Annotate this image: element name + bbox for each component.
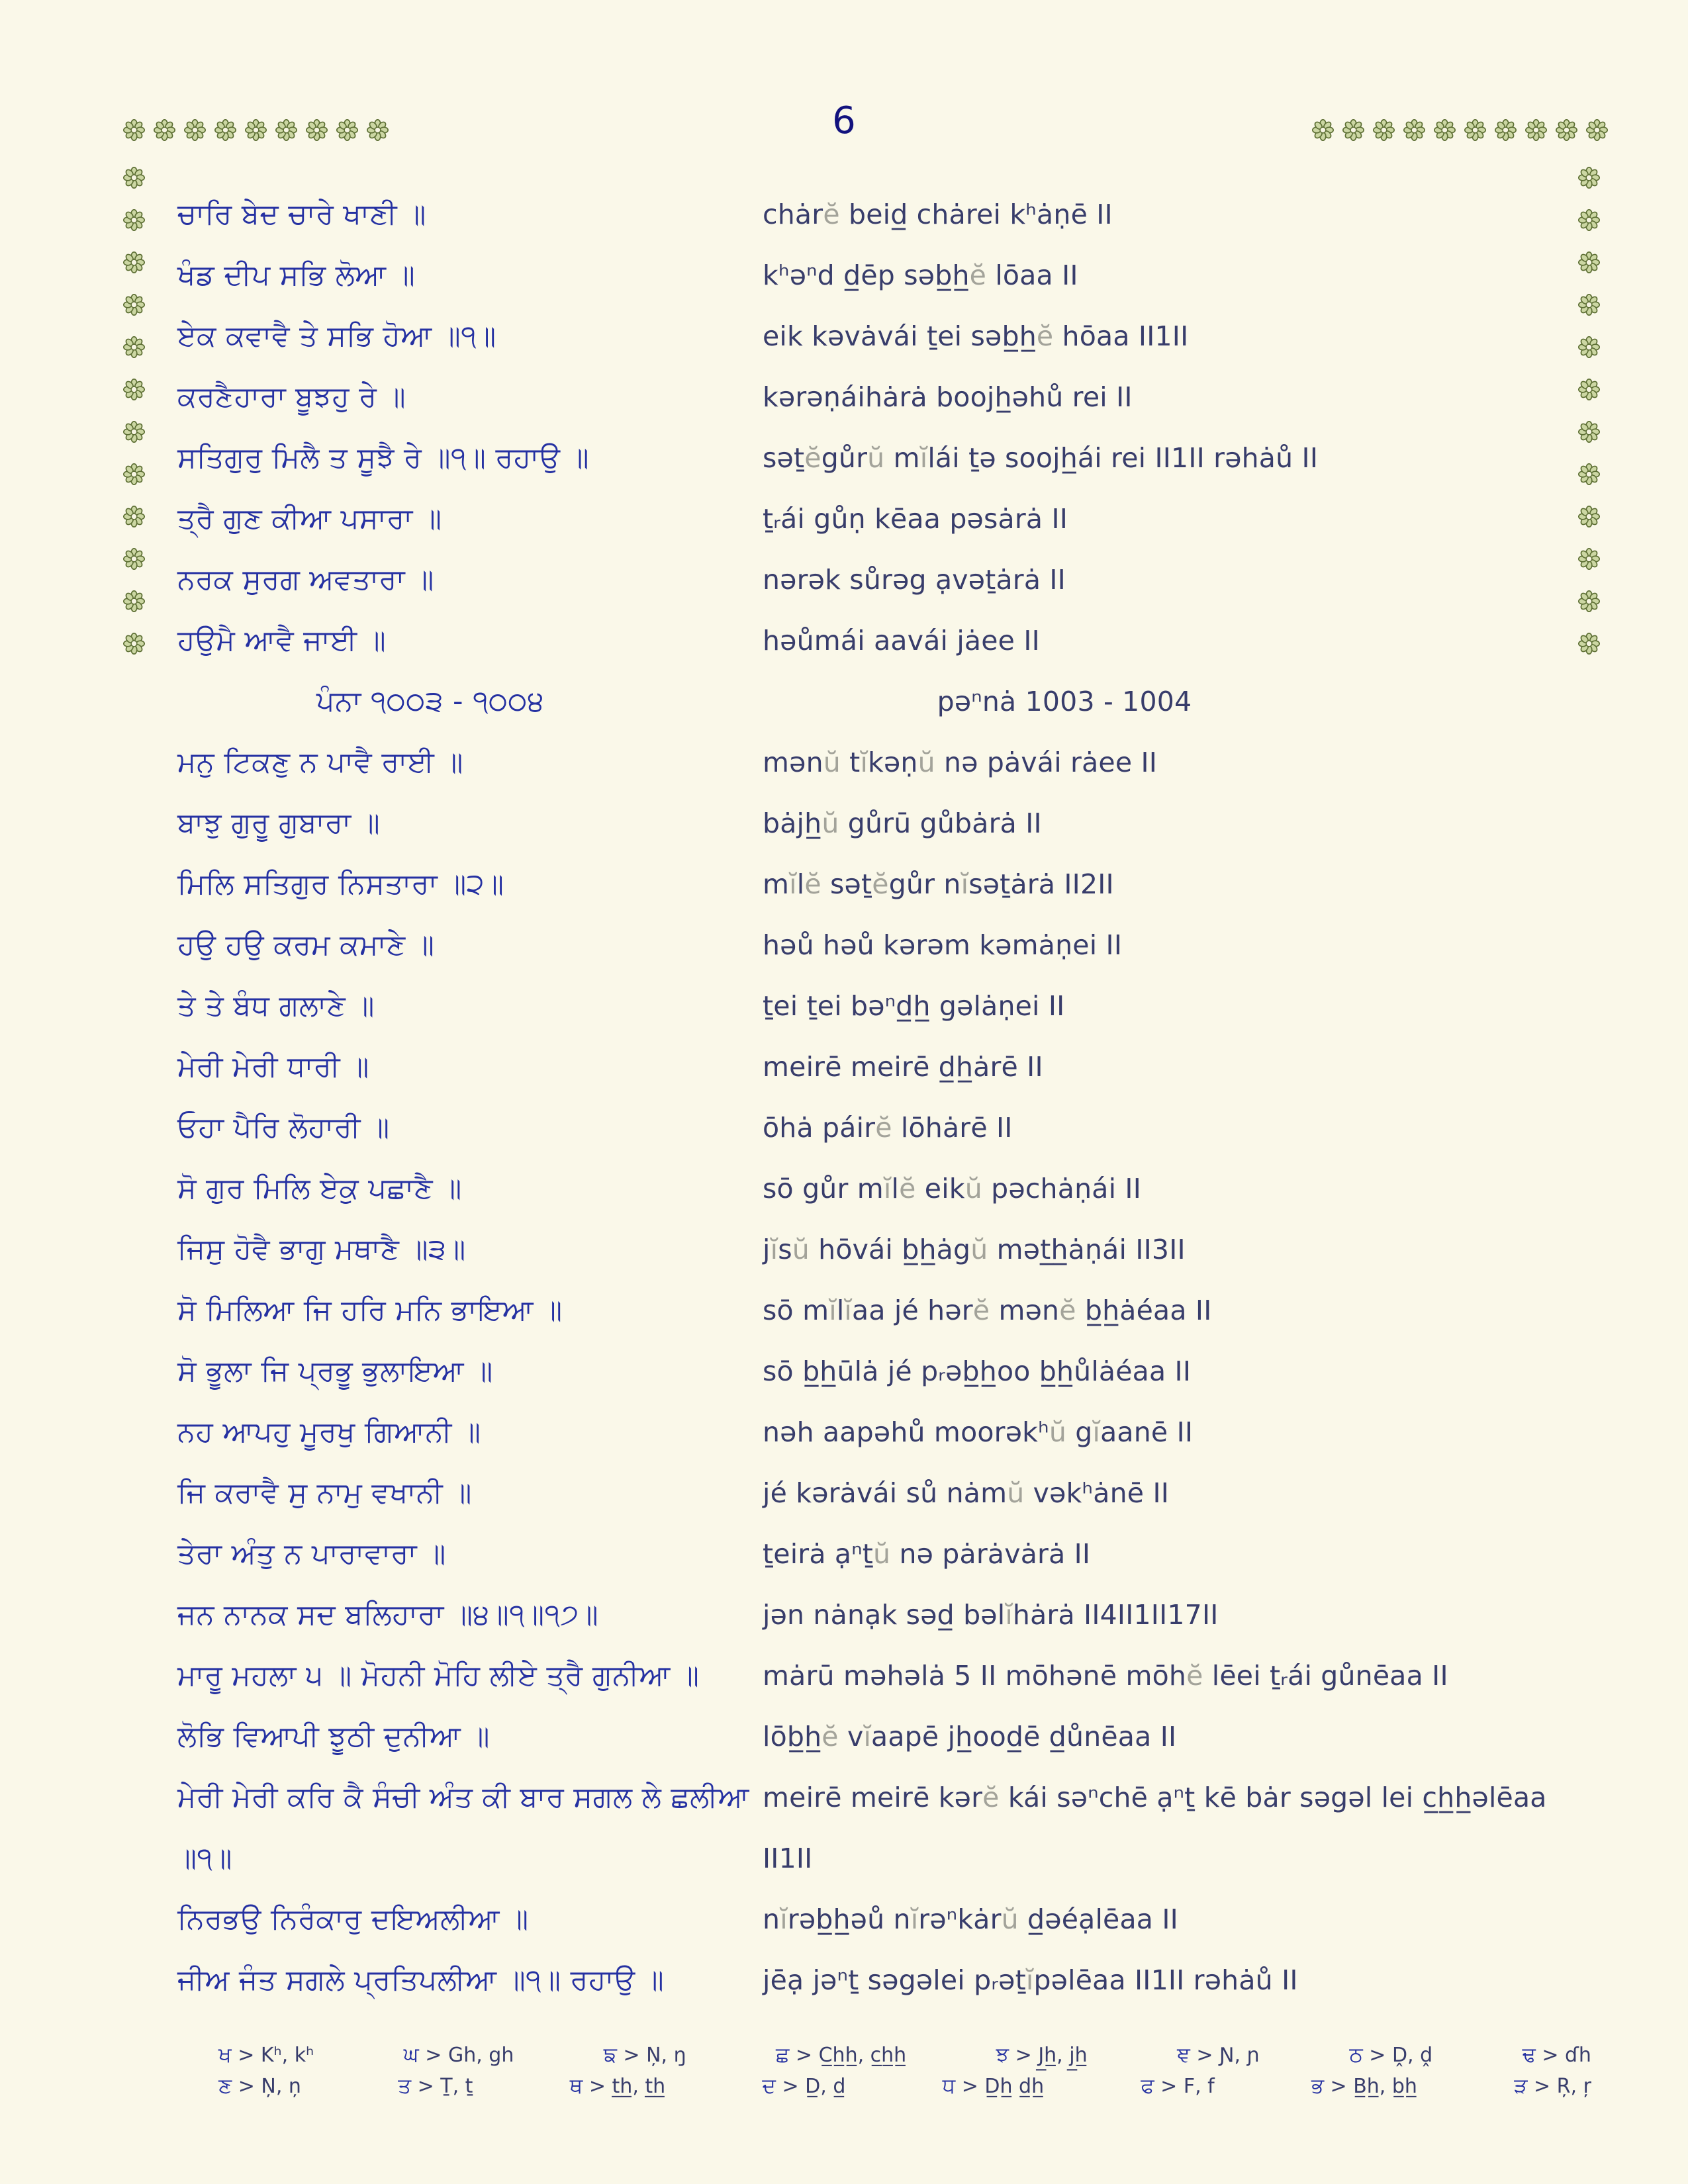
gurmukhi-text: ਸੋ ਗੁਰ ਮਿਲਿ ਏਕੁ ਪਛਾਣੈ ॥ [177, 1172, 462, 1205]
short-vowel: ĕ [1059, 1295, 1076, 1326]
legend-separator: > [1009, 2044, 1039, 2067]
flower-icon [123, 548, 145, 570]
gurmukhi-text: ਜਿਸੁ ਹੋਵੈ ਭਾਗੁ ਮਥਾਣੈ ॥੩॥ [177, 1233, 466, 1266]
verse-row [177, 245, 1591, 306]
flower-icon [123, 119, 145, 141]
flower-icon [123, 251, 145, 273]
short-vowel: ŭ [964, 1173, 982, 1205]
verse-row [177, 1706, 1591, 1767]
short-vowel: ŭ [917, 747, 935, 778]
legend-item [398, 2071, 473, 2102]
flower-border-top-left [123, 119, 389, 141]
short-vowel: ŭ [867, 442, 885, 474]
verse-row [177, 306, 1591, 367]
legend-item [762, 2071, 845, 2102]
flower-icon [1525, 119, 1547, 141]
gurmukhi-text: ਮੇਰੀ ਮੇਰੀ ਕਰਿ ਕੈ ਸੰਚੀ ਅੰਤ ਕੀ ਬਾਰ ਸਗਲ ਲੇ ਛਲੀਆ ॥੧॥ [177, 1781, 749, 1875]
flower-icon [123, 463, 145, 485]
transliteration-text: jé kərȧvái sů nȧmŭ vəkʰȧnē II [763, 1477, 1170, 1509]
short-vowel: ŭ [1001, 1903, 1019, 1935]
page-number: 6 [832, 99, 856, 142]
short-vowel: ĭ [910, 1903, 919, 1935]
transliteration-text: mȧrū məhəlȧ 5 II mōhənē mōhĕ lēei ṯᵣái gůnēaa II [763, 1660, 1448, 1692]
short-vowel: ĭ [770, 1234, 778, 1265]
short-vowel: ŭ [821, 807, 839, 839]
gurmukhi-text: ਹਉ ਹਉ ਕਰਮ ਕਮਾਣੇ ॥ [177, 929, 435, 962]
legend-gurmukhi-letter: ਖ [218, 2043, 232, 2067]
short-vowel: ĭ [789, 868, 797, 900]
flower-icon [123, 379, 145, 400]
legend-roman-value: Ḓ, ḓ [1391, 2044, 1433, 2067]
legend-item [776, 2040, 906, 2071]
flower-icon [1556, 119, 1577, 141]
verse-row [177, 732, 1591, 793]
legend-roman-value: Kʰ, kʰ [260, 2044, 314, 2067]
flower-icon [123, 167, 145, 189]
legend-item [570, 2071, 666, 2102]
legend-roman-value: t̲h̲, t̲h̲ [612, 2075, 666, 2098]
transliteration-legend [218, 2040, 1591, 2102]
short-vowel: ĭ [961, 868, 969, 900]
gurmukhi-text: ਲੋਭਿ ਵਿਆਪੀ ਝੂਠੀ ਦੁਨੀਆ ॥ [177, 1720, 490, 1753]
transliteration-text: nĭrəb̲h̲əů nĭrəⁿkȧrŭ d̲əéạlēaa II [763, 1903, 1178, 1935]
legend-gurmukhi-letter: ਧ [942, 2074, 956, 2098]
legend-item [1349, 2040, 1432, 2071]
gurmukhi-text: ਚਾਰਿ ਬੇਦ ਚਾਰੇ ਖਾਣੀ ॥ [177, 198, 426, 231]
legend-item [218, 2040, 314, 2071]
legend-item [218, 2071, 301, 2102]
verse-row [177, 1158, 1591, 1219]
short-vowel: ĭ [860, 747, 868, 778]
flower-icon [1495, 119, 1517, 141]
legend-separator: > [1323, 2075, 1354, 2098]
flower-icon [1586, 119, 1608, 141]
flower-icon [1342, 119, 1364, 141]
flower-icon [123, 421, 145, 443]
flower-icon [336, 119, 358, 141]
legend-gurmukhi-letter: ਘ [403, 2043, 419, 2067]
short-vowel: ĕ [804, 442, 821, 474]
verse-row [177, 488, 1591, 549]
short-vowel: ŭ [1049, 1416, 1067, 1448]
gurmukhi-text: ਬਾਝੁ ਗੁਰੂ ਗੁਬਾਰਾ ॥ [177, 807, 381, 840]
flower-icon [1464, 119, 1486, 141]
page-reference-row [177, 671, 1591, 732]
short-vowel: ŭ [970, 1234, 988, 1265]
legend-roman-value: C̲h̲h̲, c̲h̲h̲ [818, 2044, 907, 2067]
flower-icon [123, 590, 145, 612]
legend-gurmukhi-letter: ਢ [1522, 2043, 1536, 2067]
short-vowel: ĕ [969, 259, 987, 291]
legend-roman-value: F, f [1183, 2075, 1215, 2098]
verse-row [177, 1767, 1591, 1889]
transliteration-text: mĭlĕ səṯĕgůr nĭsəṯȧrȧ II2II [763, 868, 1114, 900]
transliteration-text: jēạ jəⁿṯ səgəlei pᵣəṯĭpəlēaa II1II rəhȧů II [763, 1964, 1298, 1996]
flower-icon [1312, 119, 1334, 141]
verse-row [177, 1463, 1591, 1524]
flower-icon [123, 633, 145, 655]
transliteration-text: sō b̲h̲ūlȧ jé pᵣəb̲h̲oo b̲h̲ůlȧéaa II [763, 1355, 1192, 1387]
gurmukhi-text: ਮਨੁ ਟਿਕਣੁ ਨ ਪਾਵੈ ਰਾਈ ॥ [177, 746, 463, 779]
transliteration-text: ṯei ṯei bəⁿd̲h̲ gəlȧṇei II [763, 990, 1065, 1022]
verse-row [177, 367, 1591, 428]
flower-icon [1373, 119, 1395, 141]
flower-icon [123, 506, 145, 527]
legend-separator: > [775, 2075, 806, 2098]
gurmukhi-text: ਤੇ ਤੇ ਬੰਧ ਗਲਾਣੇ ॥ [177, 989, 375, 1023]
short-vowel: ĭ [919, 442, 928, 474]
flower-icon [1434, 119, 1456, 141]
legend-gurmukhi-letter: ਥ [569, 2074, 583, 2098]
transliteration-text: sō gůr mĭlĕ eikŭ pəchȧṇái II [763, 1173, 1141, 1205]
gurmukhi-text: ਤ੍ਰੈ ਗੁਣ ਕੀਆ ਪਸਾਰਾ ॥ [177, 502, 442, 535]
gurmukhi-text: ਸੋ ਭੂਲਾ ਜਿ ਪ੍ਰਭੂ ਭੁਲਾਇਆ ॥ [177, 1355, 493, 1388]
short-vowel: ĕ [899, 1173, 916, 1205]
legend-row-2 [218, 2071, 1591, 2102]
legend-separator: > [232, 2075, 261, 2098]
legend-separator: > [418, 2044, 448, 2067]
flower-icon [275, 119, 297, 141]
transliteration-text: nərək sůrəg ạvəṯȧrȧ II [763, 564, 1066, 596]
verse-row [177, 1341, 1591, 1402]
verse-row [177, 1950, 1591, 2011]
short-vowel: ĕ [804, 868, 821, 900]
short-vowel: ĭ [829, 1295, 837, 1326]
transliteration-text: səṯĕgůrŭ mĭlái ṯə soojh̲ái rei II1II rəhȧů II [763, 442, 1319, 474]
legend-item [1141, 2071, 1214, 2102]
short-vowel: ĕ [875, 1112, 892, 1144]
transliteration-text: chȧrĕ beid̲ chȧrei kʰȧṇē II [763, 199, 1113, 230]
transliteration-text: kʰəⁿd d̲ēp səb̲h̲ĕ lōaa II [763, 259, 1078, 291]
legend-item [943, 2071, 1044, 2102]
legend-roman-value: Ŗ, ŗ [1556, 2075, 1591, 2098]
transliteration-text: həůmái aavái jȧee II [763, 625, 1040, 657]
gurmukhi-text: ਕਰਣੈਹਾਰਾ ਬੂਝਹੁ ਰੇ ॥ [177, 381, 406, 414]
legend-gurmukhi-letter: ੜ [1514, 2074, 1528, 2098]
flower-border-top-right [1312, 119, 1608, 141]
page-reference-gurmukhi: ਪੰਨਾ ੧੦੦੩ - ੧੦੦੪ [316, 685, 545, 718]
gurmukhi-text: ਜਨ ਨਾਨਕ ਸਦ ਬਲਿਹਾਰਾ ॥੪॥੧॥੧੭॥ [177, 1598, 599, 1631]
flower-icon [245, 119, 267, 141]
transliteration-text: jən nȧnạk səd̲ bəlĭhȧrȧ II4II1II17II [763, 1599, 1219, 1631]
short-vowel: ĭ [883, 1173, 892, 1205]
transliteration-text: kərəṇáihȧrȧ boojh̲əhů rei II [763, 381, 1133, 413]
legend-separator: > [616, 2044, 647, 2067]
short-vowel: ĭ [844, 1295, 852, 1326]
legend-gurmukhi-letter: ਙ [603, 2043, 617, 2067]
legend-item [1311, 2071, 1417, 2102]
verse-row [177, 976, 1591, 1036]
legend-item [404, 2040, 514, 2071]
legend-item [604, 2040, 686, 2071]
gurmukhi-text: ਖੰਡ ਦੀਪ ਸਭਿ ਲੋਆ ॥ [177, 259, 416, 292]
short-vowel: ĭ [1092, 1416, 1101, 1448]
short-vowel: ŭ [873, 1538, 891, 1570]
gurmukhi-text: ਨਰਕ ਸੁਰਗ ਅਵਤਾਰਾ ॥ [177, 563, 434, 596]
page-reference-translit: pəⁿnȧ 1003 - 1004 [937, 686, 1192, 717]
verse-row [177, 184, 1591, 245]
short-vowel: ĕ [872, 868, 889, 900]
flower-icon [123, 209, 145, 231]
verse-list [177, 184, 1591, 2011]
gurmukhi-text: ਨਹ ਆਪਹੁ ਮੂਰਖੁ ਗਿਆਨੀ ॥ [177, 1416, 481, 1449]
legend-separator: > [411, 2075, 441, 2098]
flower-icon [184, 119, 206, 141]
short-vowel: ĕ [823, 199, 840, 230]
legend-separator: > [231, 2044, 261, 2067]
legend-gurmukhi-letter: ਞ [1177, 2043, 1190, 2067]
legend-item [996, 2040, 1088, 2071]
flower-icon [306, 119, 328, 141]
legend-gurmukhi-letter: ਫ [1141, 2074, 1154, 2098]
verse-row [177, 1402, 1591, 1463]
transliteration-text: ṯeirȧ ạⁿṯŭ nə pȧrȧvȧrȧ II [763, 1538, 1091, 1570]
short-vowel: ĭ [1025, 1964, 1034, 1996]
transliteration-text: eik kəvȧvái ṯei səb̲h̲ĕ hōaa II1II [763, 320, 1189, 352]
short-vowel: ĕ [1036, 320, 1054, 352]
gurmukhi-text: ਤੇਰਾ ਅੰਤੁ ਨ ਪਾਰਾਵਾਰਾ ॥ [177, 1537, 446, 1570]
legend-item [1514, 2071, 1591, 2102]
legend-separator: > [1190, 2044, 1220, 2067]
flower-icon [154, 119, 175, 141]
transliteration-text: lōb̲h̲ĕ vĭaapē jh̲ood̲ē d̲ůnēaa II [763, 1721, 1177, 1752]
short-vowel: ŭ [792, 1234, 810, 1265]
short-vowel: ĭ [780, 1903, 788, 1935]
legend-gurmukhi-letter: ਤ [398, 2074, 412, 2098]
legend-roman-value: Ṯ, ṯ [440, 2075, 473, 2098]
flower-border-side-left [123, 167, 145, 655]
gurmukhi-text: ਓਹਾ ਪੈਰਿ ਲੋਹਾਰੀ ॥ [177, 1111, 390, 1144]
short-vowel: ĕ [821, 1721, 839, 1752]
legend-gurmukhi-letter: ਭ [1311, 2074, 1324, 2098]
short-vowel: ŭ [1007, 1477, 1025, 1509]
legend-item [1523, 2040, 1591, 2071]
legend-separator: > [1362, 2044, 1392, 2067]
transliteration-text: mənŭ tĭkəṇŭ nə pȧvái rȧee II [763, 747, 1158, 778]
legend-separator: > [955, 2075, 985, 2098]
legend-gurmukhi-letter: ਦ [762, 2074, 776, 2098]
legend-roman-value: B̲h̲, b̲h̲ [1353, 2075, 1417, 2098]
gurmukhi-text: ਜੀਅ ਜੰਤ ਸਗਲੇ ਪ੍ਰਤਿਪਲੀਆ ॥੧॥ ਰਹਾਉ ॥ [177, 1964, 665, 1997]
verse-row [177, 1219, 1591, 1280]
legend-roman-value: Ņ, ŋ [646, 2044, 686, 2067]
gurmukhi-text: ਮਿਲਿ ਸਤਿਗੁਰ ਨਿਸਤਾਰਾ ॥੨॥ [177, 868, 504, 901]
verse-row [177, 610, 1591, 671]
flower-icon [214, 119, 236, 141]
verse-row [177, 1584, 1591, 1645]
verse-row [177, 793, 1591, 854]
short-vowel: ĕ [982, 1782, 1000, 1813]
gurmukhi-text: ਮਾਰੂ ਮਹਲਾ ੫ ॥ ਮੋਹਨੀ ਮੋਹਿ ਲੀਏ ਤ੍ਰੈ ਗੁਨੀਆ ॥ [177, 1659, 700, 1692]
flower-icon [123, 336, 145, 358]
legend-roman-value: Ɲ, ɲ [1219, 2044, 1260, 2067]
short-vowel: ĕ [972, 1295, 990, 1326]
gurmukhi-text: ਜਿ ਕਰਾਵੈ ਸੁ ਨਾਮੁ ਵਖਾਨੀ ॥ [177, 1477, 472, 1510]
gurmukhi-text: ਸੋ ਮਿਲਿਆ ਜਿ ਹਰਿ ਮਨਿ ਭਾਇਆ ॥ [177, 1294, 563, 1327]
legend-gurmukhi-letter: ਝ [996, 2043, 1009, 2067]
transliteration-text: ṯᵣái gůṇ kēaa pəsȧrȧ II [763, 503, 1068, 535]
gurmukhi-text: ਹਉਮੈ ਆਵੈ ਜਾਈ ॥ [177, 624, 387, 657]
legend-separator: > [583, 2075, 612, 2098]
legend-gurmukhi-letter: ਣ [218, 2074, 232, 2098]
legend-separator: > [1535, 2044, 1566, 2067]
gurmukhi-text: ਨਿਰਭਉ ਨਿਰੰਕਾਰੁ ਦਇਅਲੀਆ ॥ [177, 1903, 529, 1936]
verse-row [177, 549, 1591, 610]
gurmukhi-text: ਸਤਿਗੁਰੁ ਮਿਲੈ ਤ ਸੂਝੈ ਰੇ ॥੧॥ ਰਹਾਉ ॥ [177, 441, 590, 475]
transliteration-text: jĭsŭ hōvái b̲h̲ȧgŭ mət̲h̲ȧṇái II3II [763, 1234, 1186, 1265]
legend-gurmukhi-letter: ਛ [776, 2043, 790, 2067]
legend-gurmukhi-letter: ਠ [1349, 2043, 1363, 2067]
verse-row [177, 1524, 1591, 1584]
flower-icon [1403, 119, 1425, 141]
legend-separator: > [1527, 2075, 1557, 2098]
verse-row [177, 854, 1591, 915]
verse-row [177, 1097, 1591, 1158]
transliteration-text: meirē meirē kərĕ kái səⁿchē ạⁿṯ kē bȧr səgəl lei c̲h̲h̲əlēaa II1II [763, 1782, 1547, 1874]
transliteration-text: bȧjh̲ŭ gůrū gůbȧrȧ II [763, 807, 1042, 839]
verse-row [177, 1645, 1591, 1706]
legend-separator: > [789, 2044, 819, 2067]
legend-roman-value: ɗh [1565, 2044, 1591, 2067]
short-vowel: ĭ [863, 1721, 872, 1752]
legend-roman-value: J̲h̲, j̲h̲ [1038, 2044, 1088, 2067]
legend-roman-value: D̲, d̲ [805, 2075, 846, 2098]
verse-row [177, 1889, 1591, 1950]
transliteration-text: sō mĭlĭaa jé hərĕ mənĕ b̲h̲ȧéaa II [763, 1295, 1212, 1326]
legend-item [1177, 2040, 1260, 2071]
legend-roman-value: Ņ, ņ [261, 2075, 301, 2098]
gurmukhi-text: ਏਕ ਕਵਾਵੈ ਤੇ ਸਭਿ ਹੋਆ ॥੧॥ [177, 320, 496, 353]
legend-roman-value: Gh, gh [447, 2044, 514, 2067]
verse-row [177, 1280, 1591, 1341]
short-vowel: ŭ [823, 747, 841, 778]
verse-row [177, 1036, 1591, 1097]
transliteration-text: ōhȧ páirĕ lōhȧrē II [763, 1112, 1013, 1144]
flower-icon [367, 119, 389, 141]
legend-separator: > [1154, 2075, 1184, 2098]
transliteration-text: meirē meirē d̲h̲ȧrē II [763, 1051, 1043, 1083]
short-vowel: ĕ [1186, 1660, 1203, 1692]
gurmukhi-text: ਮੇਰੀ ਮੇਰੀ ਧਾਰੀ ॥ [177, 1050, 369, 1083]
legend-roman-value: D̲h̲ d̲h̲ [984, 2075, 1045, 2098]
verse-row [177, 915, 1591, 976]
verse-row [177, 428, 1591, 488]
legend-row-1 [218, 2040, 1591, 2071]
transliteration-text: həů həů kərəm kəmȧṇei II [763, 929, 1123, 961]
flower-icon [123, 294, 145, 316]
transliteration-text: nəh aapəhů moorəkʰŭ gĭaanē II [763, 1416, 1194, 1448]
short-vowel: ĭ [1005, 1599, 1013, 1631]
